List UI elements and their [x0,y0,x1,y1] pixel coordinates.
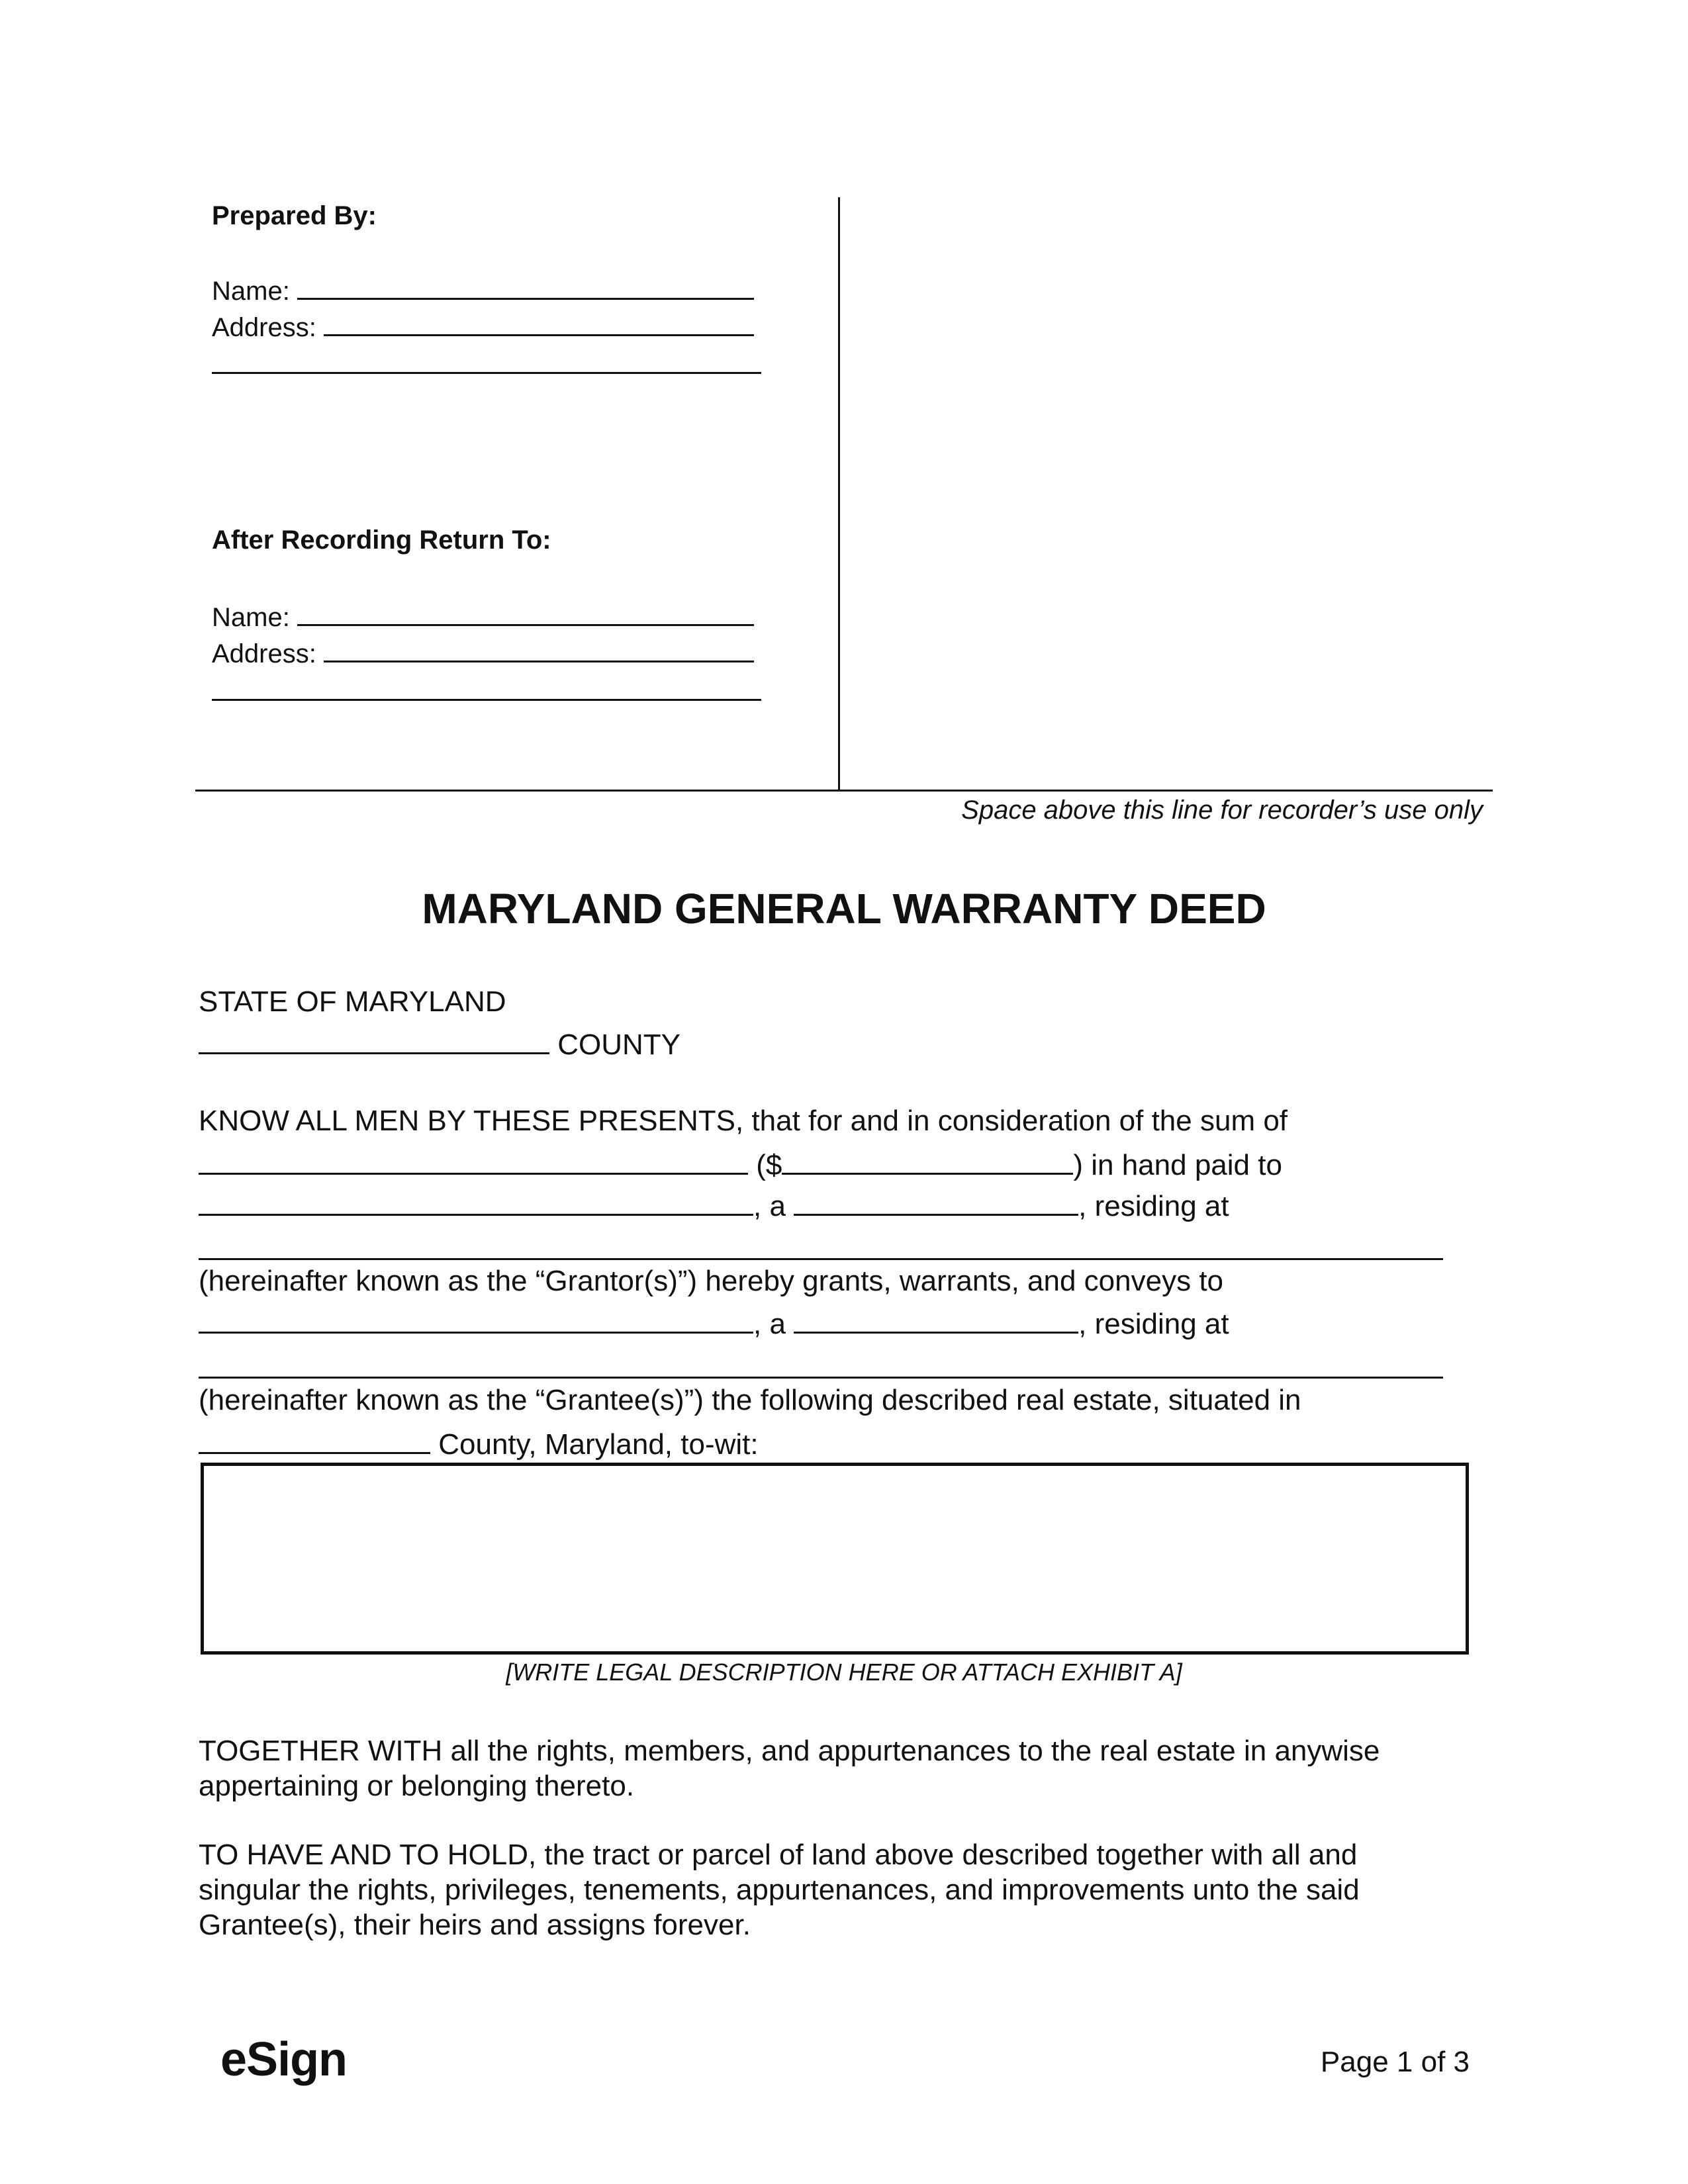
name-label: Name: [212,603,290,632]
document-title: MARYLAND GENERAL WARRANTY DEED [422,885,1266,933]
grantor-clause: (hereinafter known as the “Grantor(s)”) hereby grants, warrants, and conveys to [199,1265,1224,1297]
recorder-divider-vertical [838,197,840,792]
grantor-row [199,1186,1229,1224]
prepared-by-heading: Prepared By: [212,201,377,230]
dollar-open: ($ [756,1149,782,1181]
state-line: STATE OF MARYLAND [199,985,506,1018]
after-recording-heading: After Recording Return To: [212,525,551,555]
habendum-line-1: TO HAVE AND TO HOLD, the tract or parcel of land above described together with all and [199,1839,1358,1871]
grantee-status-field[interactable] [794,1304,1078,1334]
return-address-field[interactable] [324,634,754,662]
grantee-clause: (hereinafter known as the “Grantee(s)”) the following described real estate, situated in [199,1384,1301,1416]
residing-at: , residing at [1078,1190,1229,1222]
county-md-row [199,1424,759,1462]
esign-logo: eSign [220,2033,348,2086]
consideration-words-field[interactable] [199,1145,748,1175]
page-number: Page 1 of 3 [1320,2046,1470,2078]
address-label: Address: [212,313,316,342]
return-name-row [212,598,754,635]
residing-at: , residing at [1078,1308,1229,1340]
name-label: Name: [212,277,290,306]
grantor-name-field[interactable] [199,1186,753,1216]
grantee-row [199,1304,1229,1342]
prepared-name-field[interactable] [297,271,754,300]
prepared-address-field[interactable] [324,308,754,336]
return-name-field[interactable] [297,598,754,626]
grantor-status-field[interactable] [794,1186,1078,1216]
grantee-name-field[interactable] [199,1304,753,1334]
return-address-line2[interactable] [212,699,761,701]
property-county-field[interactable] [199,1424,430,1454]
county-md-label: County, Maryland, to-wit: [438,1428,759,1461]
prepared-address-row [212,308,754,345]
legal-description-note: [WRITE LEGAL DESCRIPTION HERE OR ATTACH EXHIBIT A] [506,1659,1182,1686]
legal-description-box[interactable] [201,1463,1469,1655]
grantor-address-line[interactable] [199,1258,1443,1260]
county-field[interactable] [199,1024,549,1054]
county-row [199,1024,680,1062]
return-address-row [212,634,754,671]
prepared-name-row [212,271,754,308]
consideration-row [199,1145,1282,1183]
in-hand-paid: ) in hand paid to [1073,1149,1282,1181]
recorder-note: Space above this line for recorder’s use only [961,796,1483,825]
grantee-address-line[interactable] [199,1377,1443,1379]
habendum-line-3: Grantee(s), their heirs and assigns forever. [199,1909,751,1941]
prepared-address-line2[interactable] [212,372,761,374]
together-line-2: appertaining or belonging thereto. [199,1770,635,1802]
county-label: COUNTY [557,1028,681,1061]
together-line-1: TOGETHER WITH all the rights, members, and appurtenances to the real estate in anywise [199,1735,1380,1767]
a-text: , a [753,1190,786,1222]
address-label: Address: [212,639,316,668]
habendum-line-2: singular the rights, privileges, tenements, appurtenances, and improvements unto the said [199,1874,1360,1906]
recorder-line [195,790,1493,792]
a-text: , a [753,1308,786,1340]
consideration-amount-field[interactable] [782,1145,1073,1175]
know-all-line: KNOW ALL MEN BY THESE PRESENTS, that for and in consideration of the sum of [199,1105,1288,1137]
